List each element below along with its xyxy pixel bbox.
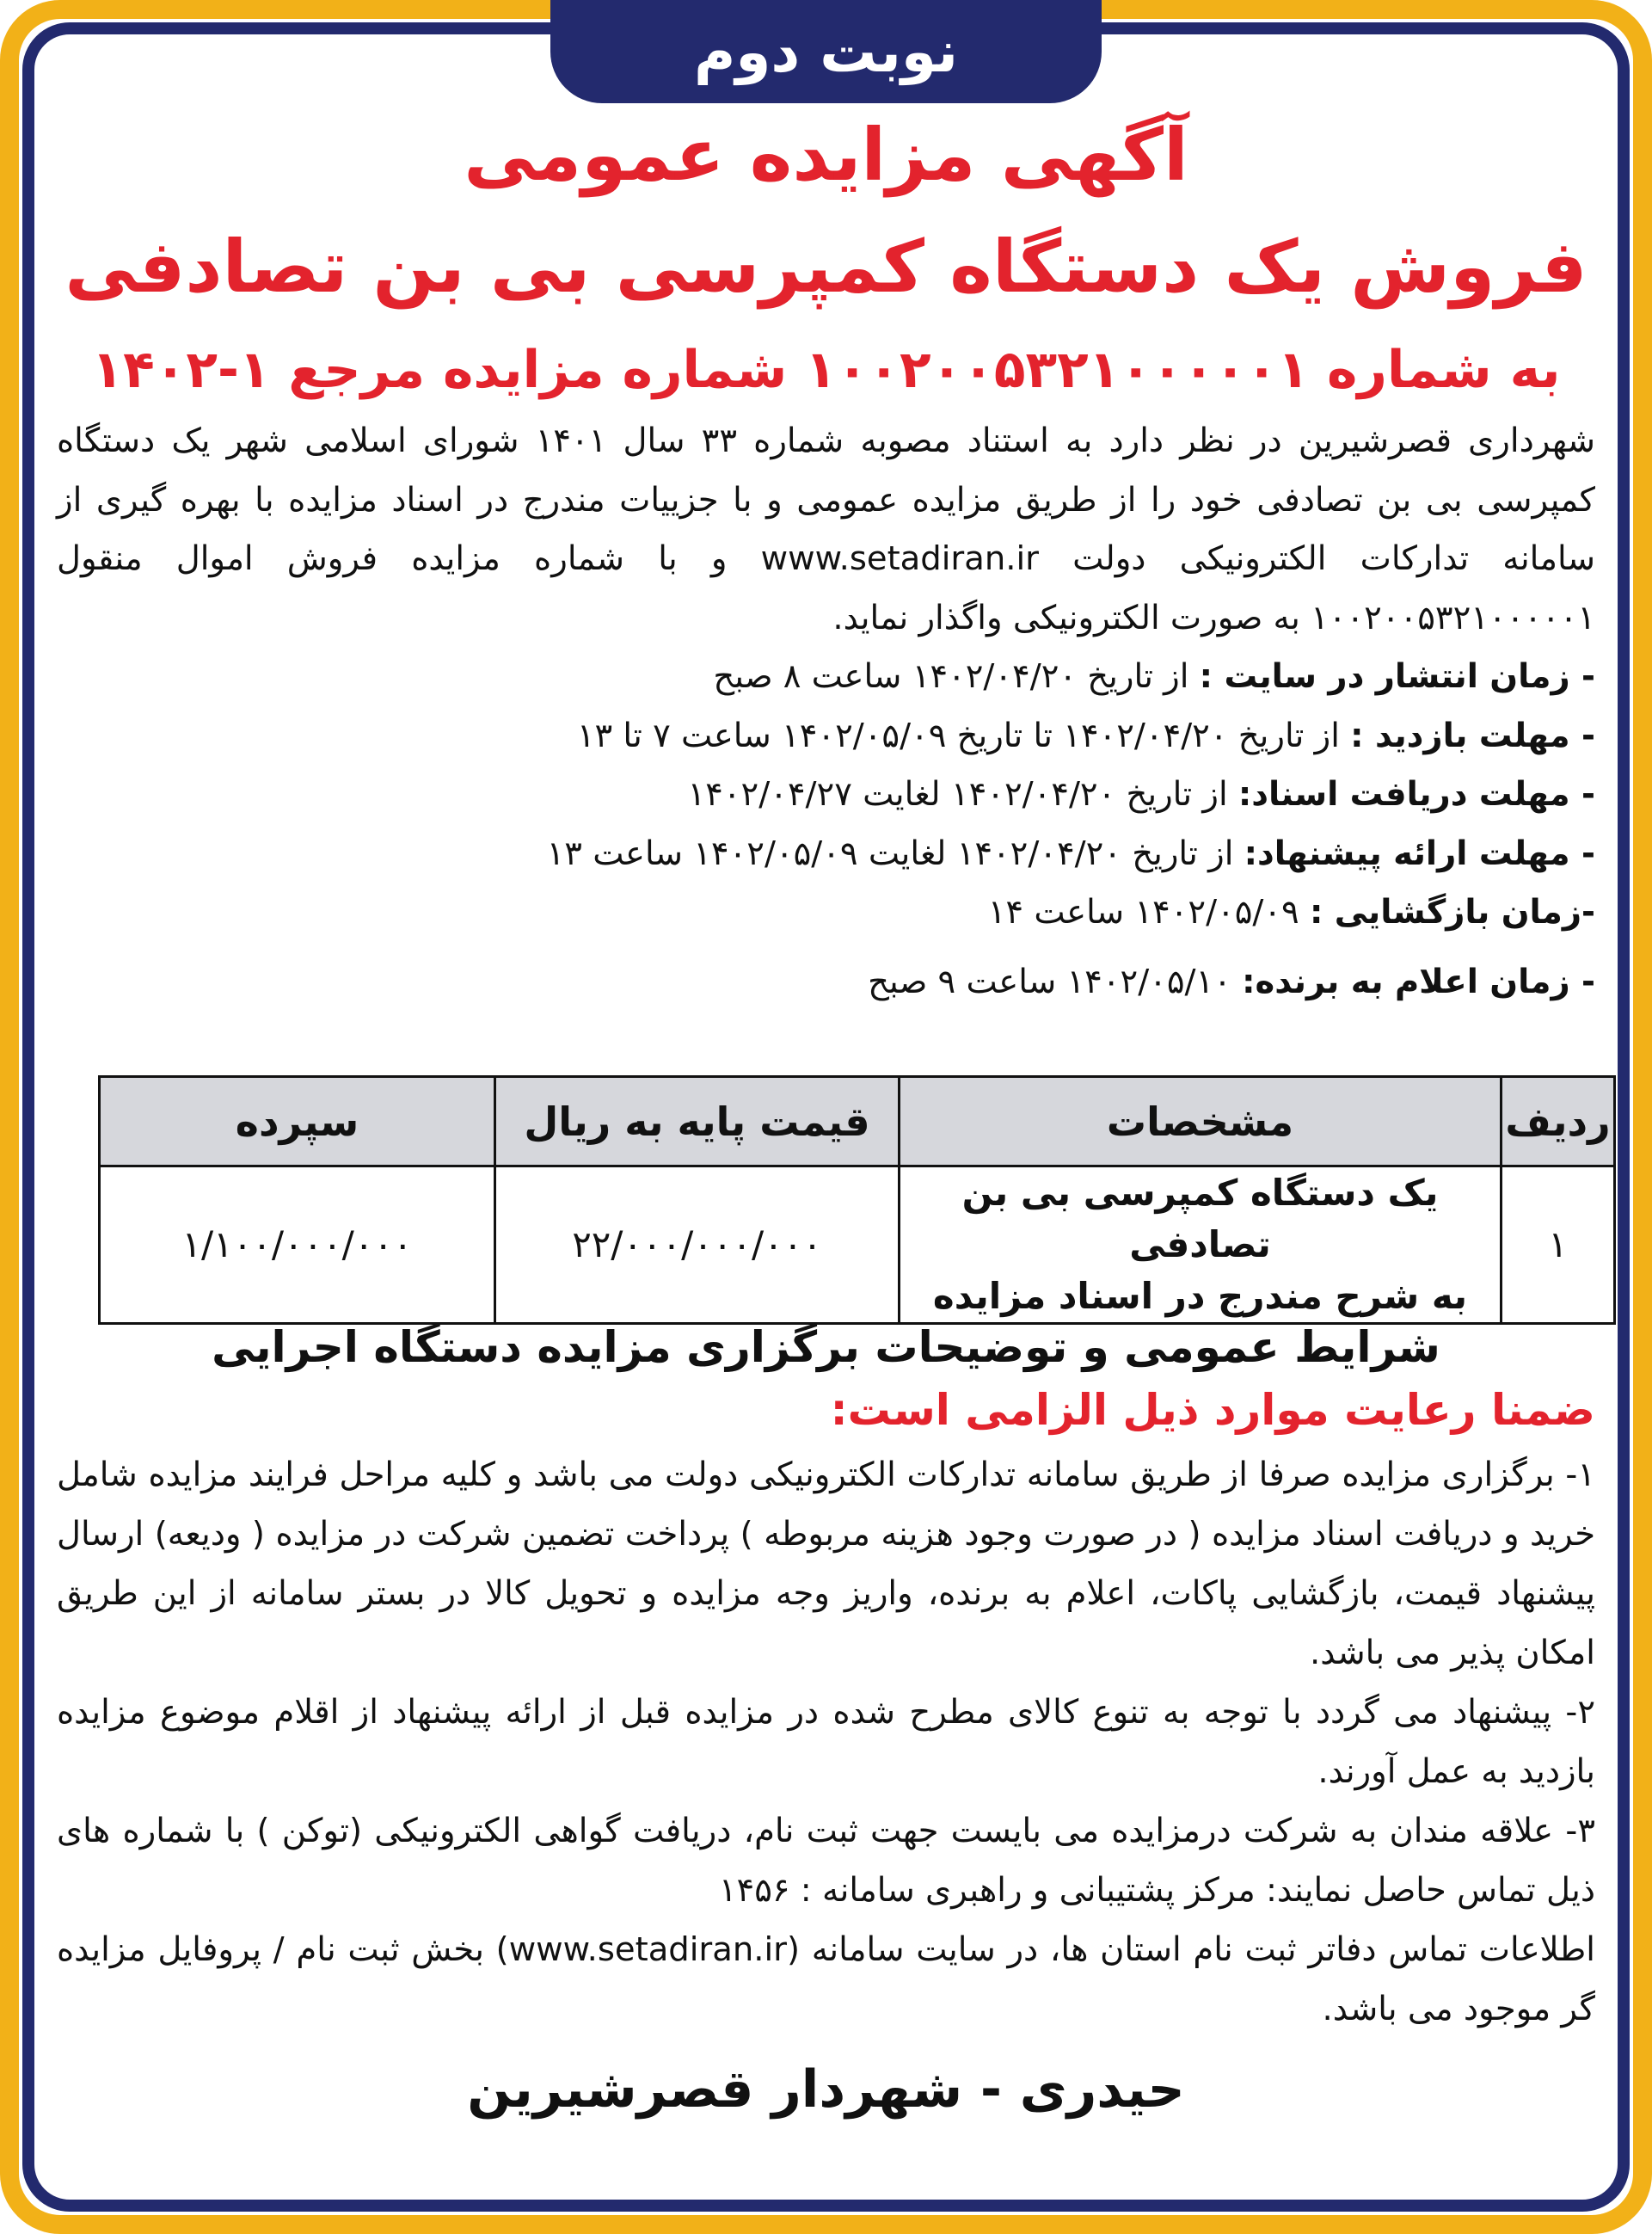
- schedule-value: ۱۴۰۲/۰۵/۱۰ ساعت ۹ صبح: [868, 962, 1243, 1001]
- schedule-label: -زمان بازگشایی :: [1309, 893, 1595, 932]
- column-header-deposit: سپرده: [100, 1077, 495, 1166]
- schedule-value: از تاریخ ۱۴۰۲/۰۴/۲۰ تا تاریخ ۱۴۰۲/۰۵/۰۹ ساعت ۷ تا ۱۳: [576, 716, 1351, 755]
- notice-subject: فروش یک دستگاه کمپرسی بی بن تصادفی: [64, 225, 1588, 309]
- intro-text: شهرداری قصرشیرین در نظر دارد به استناد مصوبه شماره ۳۳ سال ۱۴۰۱ شورای اسلامی شهر یک دستگاه کمپرسی بی بن تصادفی خود را از طریق مزایده عمومی و با جزییات مندرج در اسناد مزایده با بهره گیری از سامانه تدارکات الکترونیکی دولت www.setadiran.ir و با شماره مزایده فروش اموال منقول ۱۰۰۲۰۰۵۳۲۱۰۰۰۰۰۱ به صورت الکترونیکی واگذار نماید.: [57, 422, 1596, 637]
- cell-base-price: ۲۲/۰۰۰/۰۰۰/۰۰۰: [495, 1166, 900, 1324]
- cell-spec: [900, 1166, 1502, 1324]
- schedule-winner: [57, 953, 1595, 1012]
- condition-item: ۱- برگزاری مزایده صرفا از طریق سامانه تدارکات الکترونیکی دولت می باشد و کلیه مراحل فرایند مزایده شامل خرید و دریافت اسناد مزایده ( در صورت وجود هزینه مربوطه ) پرداخت تضمین شرکت در مزایده ( ودیعه) ارسال پیشنهاد قیمت، بازگشایی پاکات، اعلام به برنده، واریز وجه مزایده و تحویل کالا در بستر سامانه از این طریق امکان پذیر می باشد.: [57, 1455, 1595, 1672]
- condition-item: اطلاعات تماس دفاتر ثبت نام استان ها، در سایت سامانه (www.setadiran.ir) بخش ثبت نام / پروفایل مزایده گر موجود می باشد.: [57, 1930, 1595, 2028]
- schedule-opening: [57, 883, 1595, 943]
- schedule-offers: [57, 825, 1595, 884]
- condition-item: ۲- پیشنهاد می گردد با توجه به تنوع کالای مطرح شده در مزایده قبل از ارائه پیشنهاد از اقلام موضوع مزایده بازدید به عمل آورند.: [57, 1693, 1595, 1791]
- conditions-subtitle: ضمنا رعایت موارد ذیل الزامی است:: [830, 1385, 1595, 1435]
- schedule-value: ۱۴۰۲/۰۵/۰۹ ساعت ۱۴: [987, 893, 1310, 932]
- notice-title: آگهی مزایده عمومی: [464, 113, 1188, 197]
- schedule-label: - زمان انتشار در سایت :: [1199, 657, 1595, 696]
- conditions-section: [57, 1314, 1595, 2128]
- schedule-value: از تاریخ ۱۴۰۲/۰۴/۲۰ لغایت ۱۴۰۲/۰۴/۲۷: [687, 775, 1238, 814]
- auction-number: به شماره ۱۰۰۲۰۰۵۳۲۱۰۰۰۰۰۱ شماره مزایده مرجع ۱-۱۴۰۲: [91, 340, 1561, 400]
- signature: حیدری - شهردار قصرشیرین: [467, 2059, 1185, 2120]
- schedule-documents: [57, 766, 1595, 825]
- spec-line: به شرح مندرج در اسناد مزایده: [932, 1275, 1468, 1317]
- conditions-title: شرایط عمومی و توضیحات برگزاری مزایده دستگاه اجرایی: [212, 1322, 1440, 1372]
- schedule-publish: [57, 648, 1595, 707]
- condition-item: ۳- علاقه مندان به شرکت درمزایده می بایست جهت ثبت نام، دریافت گواهی الکترونیکی (توکن ) با شماره های ذیل تماس حاصل نمایند: مرکز پشتیبانی و راهبری سامانه : ۱۴۵۶: [57, 1812, 1595, 1910]
- table-header-row: [100, 1077, 1615, 1166]
- intro-paragraph: [57, 412, 1595, 648]
- cell-deposit: ۱/۱۰۰/۰۰۰/۰۰۰: [100, 1166, 495, 1324]
- schedule-value: از تاریخ ۱۴۰۲/۰۴/۲۰ لغایت ۱۴۰۲/۰۵/۰۹ ساعت ۱۳: [546, 834, 1244, 873]
- schedule-label: - زمان اعلام به برنده:: [1242, 962, 1595, 1001]
- table-row: [100, 1166, 1615, 1324]
- schedule-visit: [57, 707, 1595, 766]
- conditions-list: [57, 1445, 1595, 2039]
- schedule-list: [57, 648, 1595, 1012]
- column-header-index: ردیف: [1502, 1077, 1615, 1166]
- schedule-value: از تاریخ ۱۴۰۲/۰۴/۲۰ ساعت ۸ صبح: [713, 657, 1200, 696]
- notice-body: [57, 103, 1611, 2194]
- auction-table: [98, 1075, 1616, 1325]
- cell-index: ۱: [1502, 1166, 1615, 1324]
- column-header-price: قیمت پایه به ریال: [495, 1077, 900, 1166]
- schedule-label: - مهلت دریافت اسناد:: [1237, 775, 1595, 814]
- header-tab: نوبت دوم: [550, 0, 1102, 103]
- schedule-label: - مهلت ارائه پیشنهاد:: [1244, 834, 1595, 873]
- column-header-spec: مشخصات: [900, 1077, 1502, 1166]
- spec-line: یک دستگاه کمپرسی بی بن تصادفی: [961, 1172, 1439, 1265]
- schedule-label: - مهلت بازدید :: [1350, 716, 1595, 755]
